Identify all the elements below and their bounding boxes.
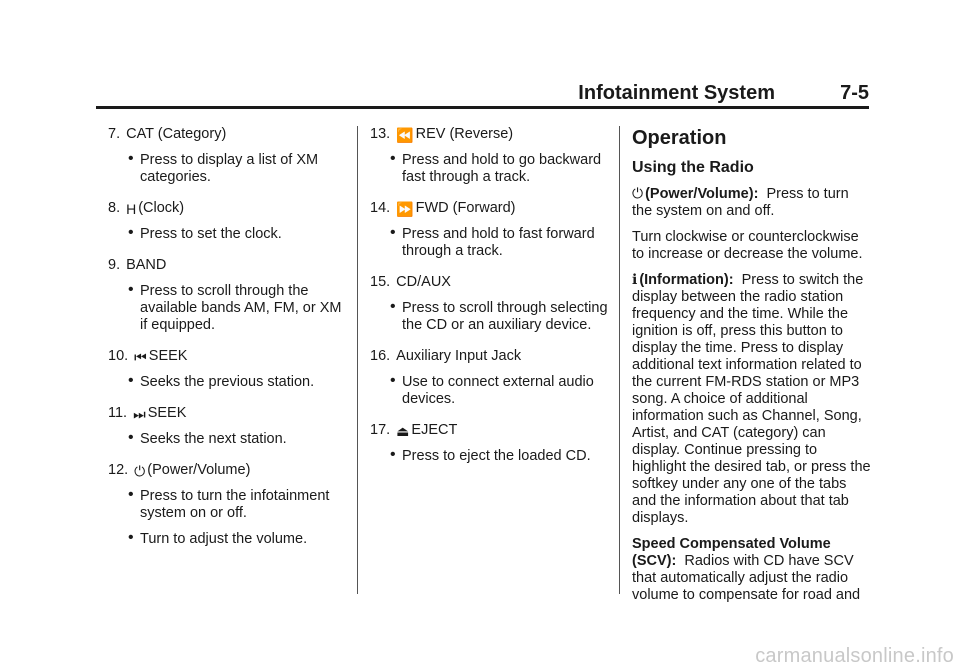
button-icon: ⏻	[134, 462, 146, 479]
bullet-text: • Press and hold to go backward fast through a track.	[370, 152, 610, 186]
item-number: 16.	[370, 348, 391, 364]
item-title	[108, 126, 348, 143]
power-volume-paragraph	[632, 186, 872, 220]
item-title	[370, 200, 610, 217]
bullet-text: • Press to set the clock.	[108, 226, 348, 243]
item-label: CD/AUX	[396, 274, 451, 290]
right-column	[632, 126, 872, 613]
page-header	[96, 80, 869, 109]
button-icon: ⏪	[396, 126, 414, 143]
bullet-text: • Press and hold to fast forward through a track.	[370, 226, 610, 260]
item-title	[370, 348, 610, 365]
button-icon: ⏩	[396, 200, 414, 217]
bullet-text: • Use to connect external audio devices.	[370, 374, 610, 408]
section-title: Infotainment System	[578, 82, 775, 104]
bullet-text: • Seeks the next station.	[108, 431, 348, 448]
scv-text: Radios with CD have SCV that automatically adjust the radio volume to compensate for road and	[632, 553, 861, 603]
item-label: EJECT	[411, 422, 458, 438]
power-volume-text: Press to turn the system on and off.	[632, 186, 849, 219]
operation-heading: Operation	[632, 127, 727, 149]
item-number: 15.	[370, 274, 391, 290]
list-item	[370, 200, 610, 260]
button-icon: ⏭	[133, 405, 146, 422]
scv-lead: Speed Compensated Volume (SCV):	[632, 536, 831, 569]
page-number: 7-5	[840, 82, 869, 104]
scv-paragraph	[632, 536, 872, 604]
item-label: BAND	[126, 257, 167, 273]
information-paragraph	[632, 272, 872, 527]
item-number: 17.	[370, 422, 391, 438]
button-icon: ⏮	[134, 348, 147, 365]
item-number: 14.	[370, 200, 391, 216]
left-column	[108, 126, 348, 562]
item-number: 8.	[108, 200, 121, 216]
bullet-text: • Press to turn the infotainment system on or off.	[108, 488, 348, 522]
item-label: SEEK	[148, 348, 188, 364]
item-number: 11.	[108, 405, 128, 421]
item-title	[108, 348, 348, 365]
watermark: carmanualsonline.info	[755, 645, 954, 667]
volume-paragraph: Turn clockwise or counterclockwise to increase or decrease the volume.	[632, 229, 863, 262]
item-number: 13.	[370, 126, 391, 142]
list-item	[370, 274, 610, 334]
bullet-text: • Press to eject the loaded CD.	[370, 448, 610, 465]
list-item	[370, 348, 610, 408]
information-text: Press to switch the display between the radio station frequency and the time. While the ignition is off, press this button to display the time. Press to display additional text information related to the current FM-RDS station or MP3 song. A choice of additional information such as Channel, Song, Artist, and CAT (category) can display. Continue pressing to highlight the desired tab, or press the softkey under any one of the tabs and the information about that tab displays.	[632, 272, 871, 526]
list-item	[108, 126, 348, 186]
power-volume-lead: (Power/Volume):	[645, 186, 759, 202]
power-icon: ⏻	[632, 185, 644, 201]
list-item	[108, 257, 348, 334]
middle-column	[370, 126, 610, 479]
bullet-text: • Turn to adjust the volume.	[108, 531, 348, 548]
item-title	[370, 422, 610, 439]
item-label: SEEK	[147, 405, 187, 421]
item-number: 9.	[108, 257, 121, 273]
column-divider	[357, 126, 358, 594]
item-title	[108, 405, 348, 422]
using-radio-heading: Using the Radio	[632, 159, 754, 176]
list-item	[108, 200, 348, 243]
item-title	[108, 257, 348, 274]
list-item	[108, 348, 348, 391]
item-label: CAT (Category)	[126, 126, 227, 142]
list-item	[370, 422, 610, 465]
bullet-text: • Seeks the previous station.	[108, 374, 348, 391]
bullet-text: • Press to display a list of XM categories.	[108, 152, 348, 186]
list-item	[370, 126, 610, 186]
list-item	[108, 462, 348, 548]
item-label: (Clock)	[138, 200, 185, 216]
item-title	[370, 274, 610, 291]
item-label: Auxiliary Input Jack	[396, 348, 522, 364]
item-number: 10.	[108, 348, 129, 364]
information-lead: (Information):	[639, 272, 734, 288]
item-title	[370, 126, 610, 143]
item-number: 7.	[108, 126, 121, 142]
button-icon: ⏏	[396, 422, 410, 439]
item-number: 12.	[108, 462, 129, 478]
button-icon: H	[126, 200, 137, 217]
list-item	[108, 405, 348, 448]
column-divider	[619, 126, 620, 594]
item-title	[108, 462, 348, 479]
bullet-text: • Press to scroll through selecting the CD or an auxiliary device.	[370, 300, 610, 334]
item-label: REV (Reverse)	[415, 126, 514, 142]
bullet-text: • Press to scroll through the available bands AM, FM, or XM if equipped.	[108, 283, 348, 334]
info-icon: ℹ	[632, 271, 638, 287]
item-label: FWD (Forward)	[415, 200, 516, 216]
item-title	[108, 200, 348, 217]
item-label: (Power/Volume)	[147, 462, 251, 478]
